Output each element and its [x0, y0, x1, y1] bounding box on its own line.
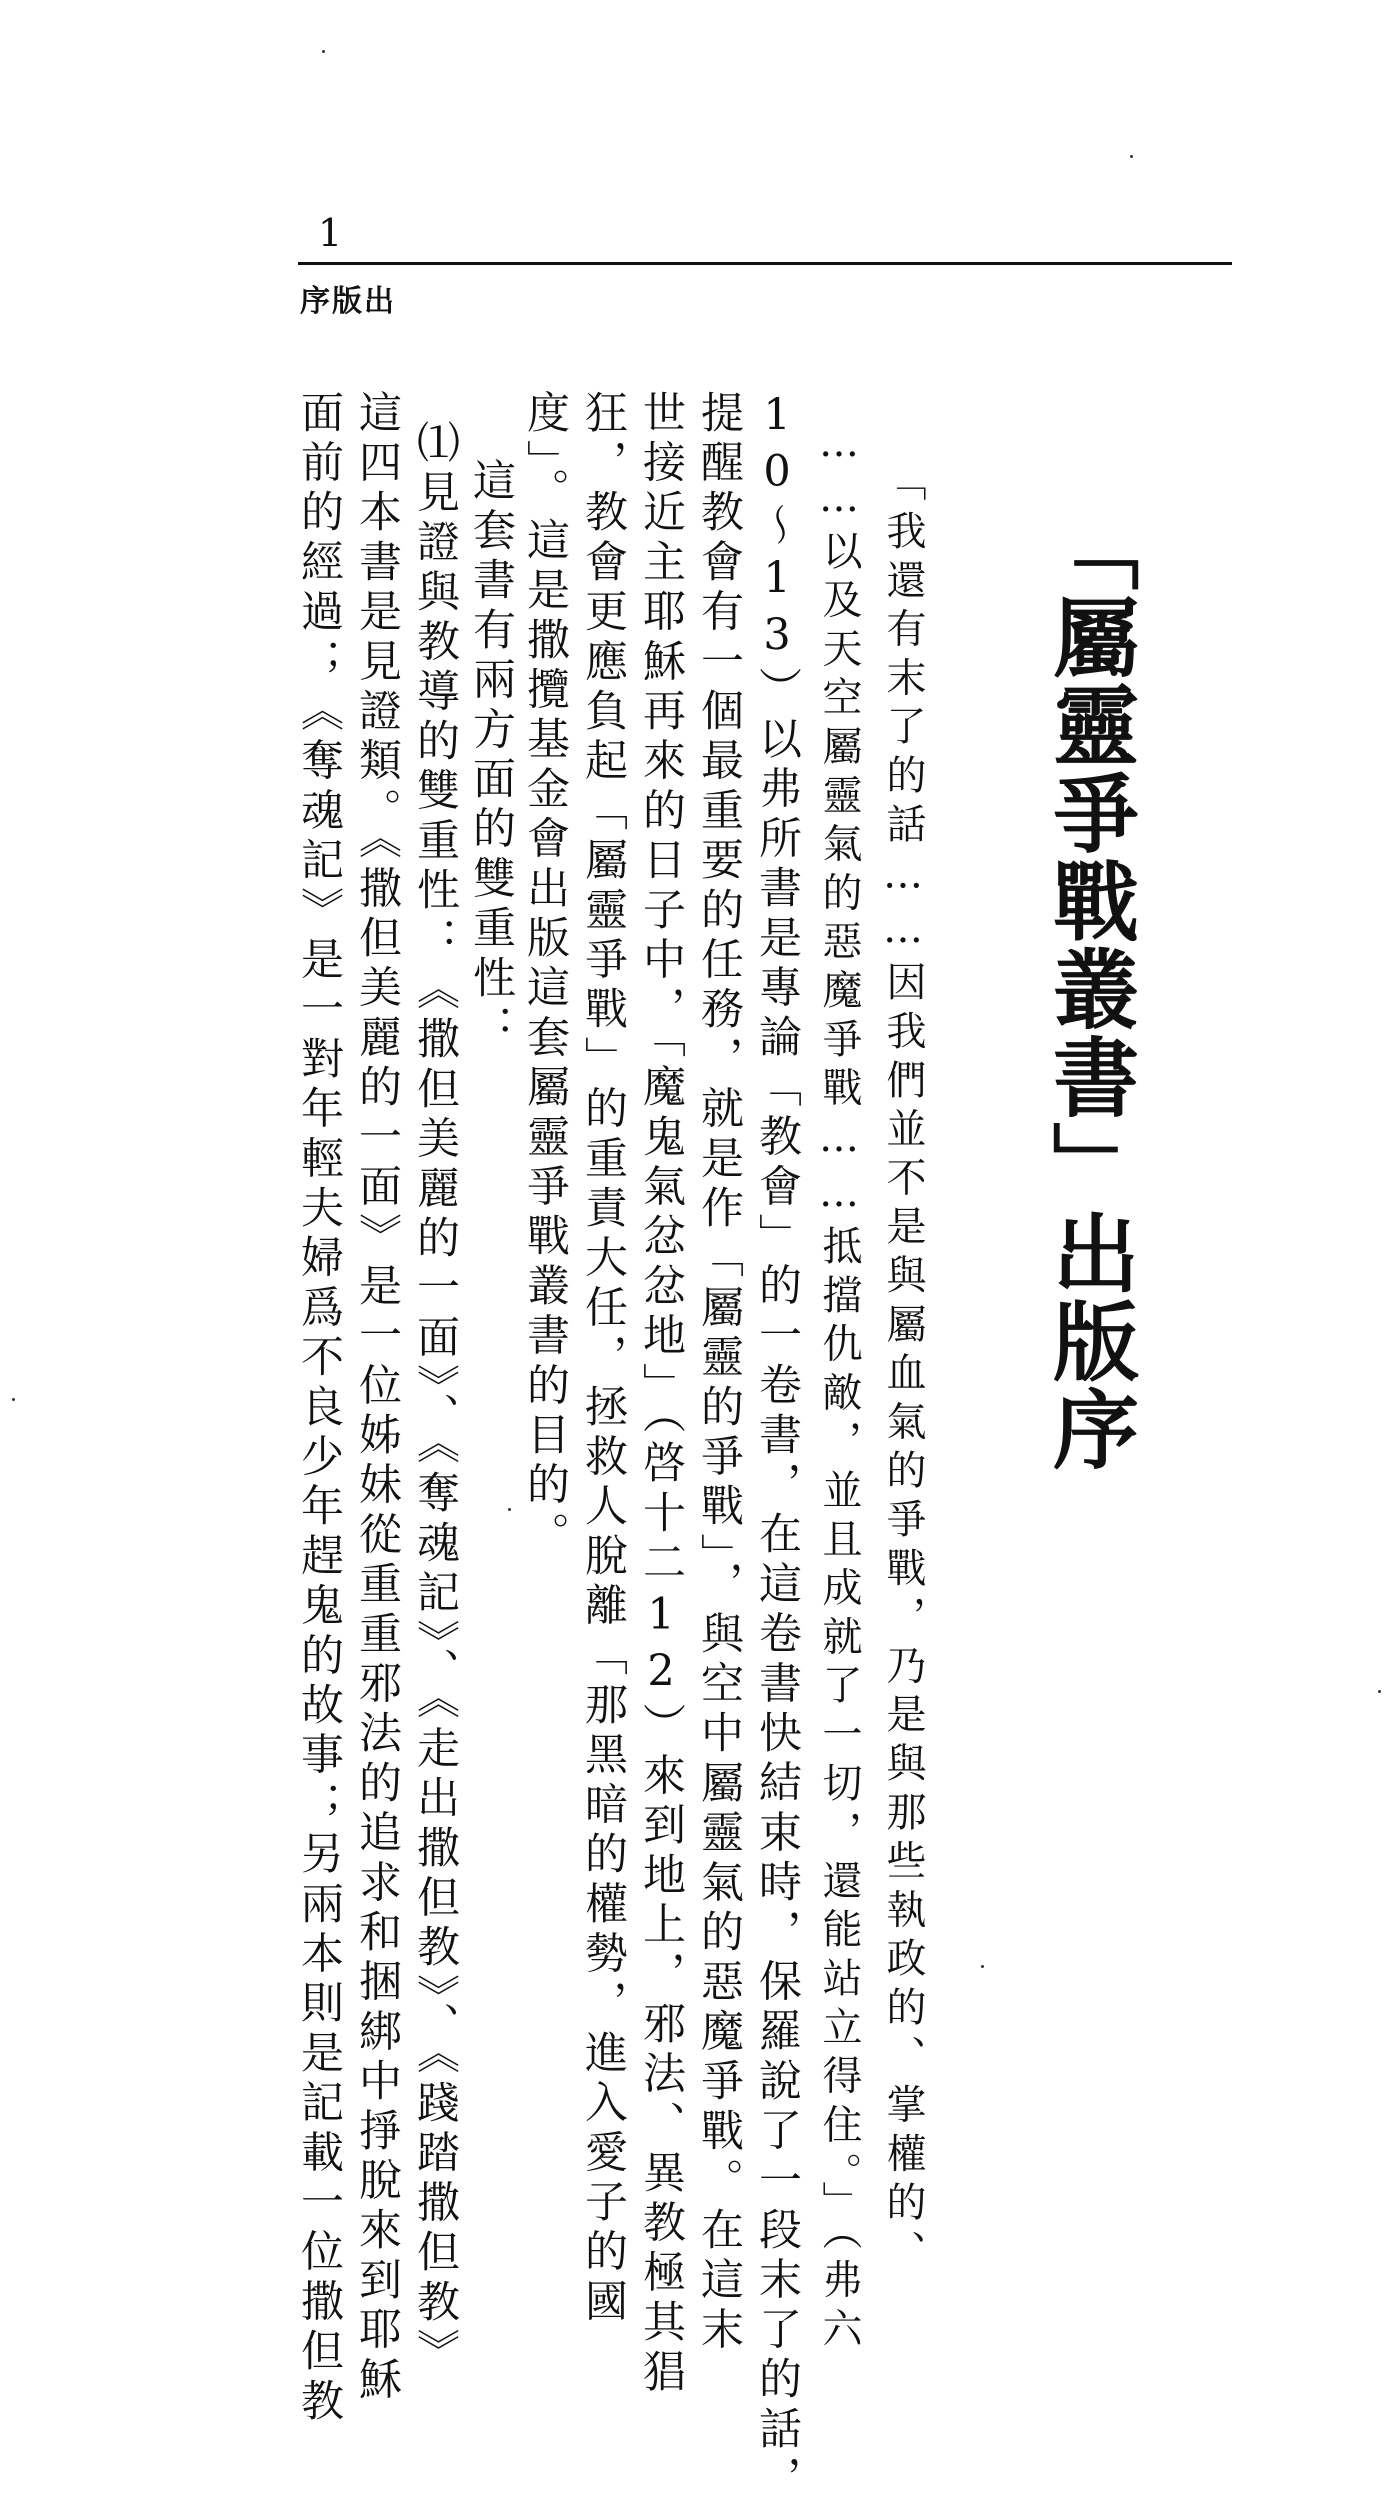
scan-speck — [12, 1398, 15, 1401]
body-column-5: 世接近主耶穌再來的日子中，「魔鬼氣忿忿地」（啓十二12）來到地上，邪法、異教極其猖 — [636, 390, 686, 2399]
body-column-1: 「我還有末了的話……因我們並不是與屬血氣的爭戰，乃是與那些執政的、掌權的、 — [880, 461, 926, 2279]
header-rule — [298, 262, 1232, 265]
running-head: 序版出 — [300, 284, 396, 319]
scan-speck — [322, 50, 325, 53]
page-number: 1 — [318, 211, 343, 255]
body-column-6: 狂，教會更應負起「屬靈爭戰」的重責大任，拯救人脫離「那黑暗的權勢，進入愛子的國 — [578, 390, 628, 2329]
scan-speck — [981, 1965, 984, 1968]
scan-speck — [1378, 1690, 1381, 1693]
scan-speck — [508, 1508, 511, 1511]
page-title: 「屬靈爭戰叢書」出版序 — [1038, 505, 1139, 1473]
body-column-4: 提醒教會有一個最重要的任務，就是作「屬靈的爭戰」，與空中屬靈氣的惡魔爭戰。在這末 — [694, 390, 744, 2357]
body-column-10: 這四本書是見證類。《撒但美麗的一面》是一位姊妹從重重邪法的追求和捆綁中掙脫來到耶穌 — [352, 390, 402, 2407]
body-column-7: 度」。這是撒攬基金會出版這套屬靈爭戰叢書的目的。 — [520, 390, 570, 1562]
body-column-3: 10～13）以弗所書是專論「教會」的一卷書，在這卷書快結束時，保羅說了一段末了的話， — [752, 390, 802, 2505]
body-column-9: ⑴見證與教導的雙重性：《撒但美麗的一面》、《奪魂記》、《走出撒但教》、《踐踏撒但教》 — [410, 420, 460, 2379]
scan-speck — [1130, 155, 1133, 158]
body-column-2: ……以及天空屬靈氣的惡魔爭戰……抵擋仇敵，並且成就了一切，還能站立得住。」（弗六 — [816, 420, 862, 2356]
body-column-11: 面前的經過；《奪魂記》是一對年輕夫婦爲不良少年趕鬼的故事；另兩本則是記載一位撒但教 — [294, 390, 344, 2428]
body-column-8: 這套書有兩方面的雙重性： — [466, 458, 516, 1055]
